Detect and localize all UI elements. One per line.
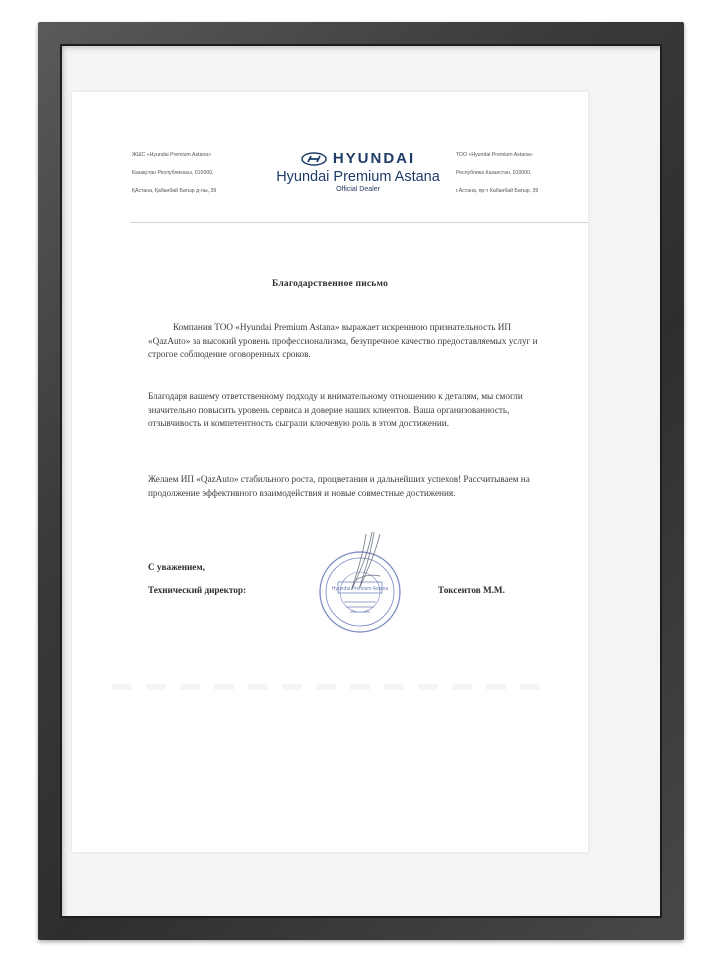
letter-page [72, 92, 588, 852]
logo-brand-text: HYUNDAI [332, 150, 416, 167]
faint-bleed-through [112, 684, 548, 690]
letter-paragraph: Компания ТОО «Hyundai Premium Astana» выражает искреннюю признательность ИП «QazAuto» за высокий уровень профессионализма, безупречное качество предоставляемых услуг и строгое соблюдение оговоренных сроков. [148, 322, 538, 359]
letterhead [72, 92, 588, 202]
letterhead-divider [130, 222, 588, 223]
letterhead-right-address [456, 146, 538, 200]
handwritten-signature [352, 532, 380, 589]
signature-position: Технический директор: [148, 585, 247, 595]
logo-official-dealer: Official Dealer [336, 186, 380, 193]
address-line: ТОО «Hyundai Premium Astana» [456, 152, 533, 158]
company-logo [268, 150, 448, 193]
company-stamp [300, 530, 420, 650]
letter-paragraph: Благодаря вашему ответственному подходу и внимательному отношению к деталям, мы смогли значительно повысить уровень сервиса и доверие наших клиентов. Ваша организованность, отзывчивость и компетентность сыграли ключевую роль в этом достижении. [148, 391, 523, 428]
address-line: Республика Казахстан, 010000, [456, 170, 532, 176]
stamp-center-text: Hyundai Premium Astana [331, 586, 389, 592]
logo-dealer-name: Hyundai Premium Astana [276, 169, 440, 185]
address-line: г.Астана, пр-т Кабанбай Батыр, 39 [456, 188, 539, 194]
address-line: ҚАстана, Қабанбай Батыр д-лы, 39 [132, 188, 217, 194]
hyundai-emblem-icon [301, 152, 327, 166]
address-line: Казақстан Республикасы, 010000, [132, 170, 214, 176]
signature-regards: С уважением, [148, 562, 205, 572]
letterhead-left-address [132, 146, 216, 200]
address-line: ЖШС «Hyundai Premium Astana» [132, 152, 212, 158]
signature-name: Токсеитов М.М. [438, 585, 505, 595]
letter-paragraph: Желаем ИП «QazAuto» стабильного роста, процветания и дальнейших успехов! Рассчитываем на продолжение эффективного взаимодействия и новые совместные достижения. [148, 474, 530, 498]
letter-title: Благодарственное письмо [271, 279, 389, 289]
